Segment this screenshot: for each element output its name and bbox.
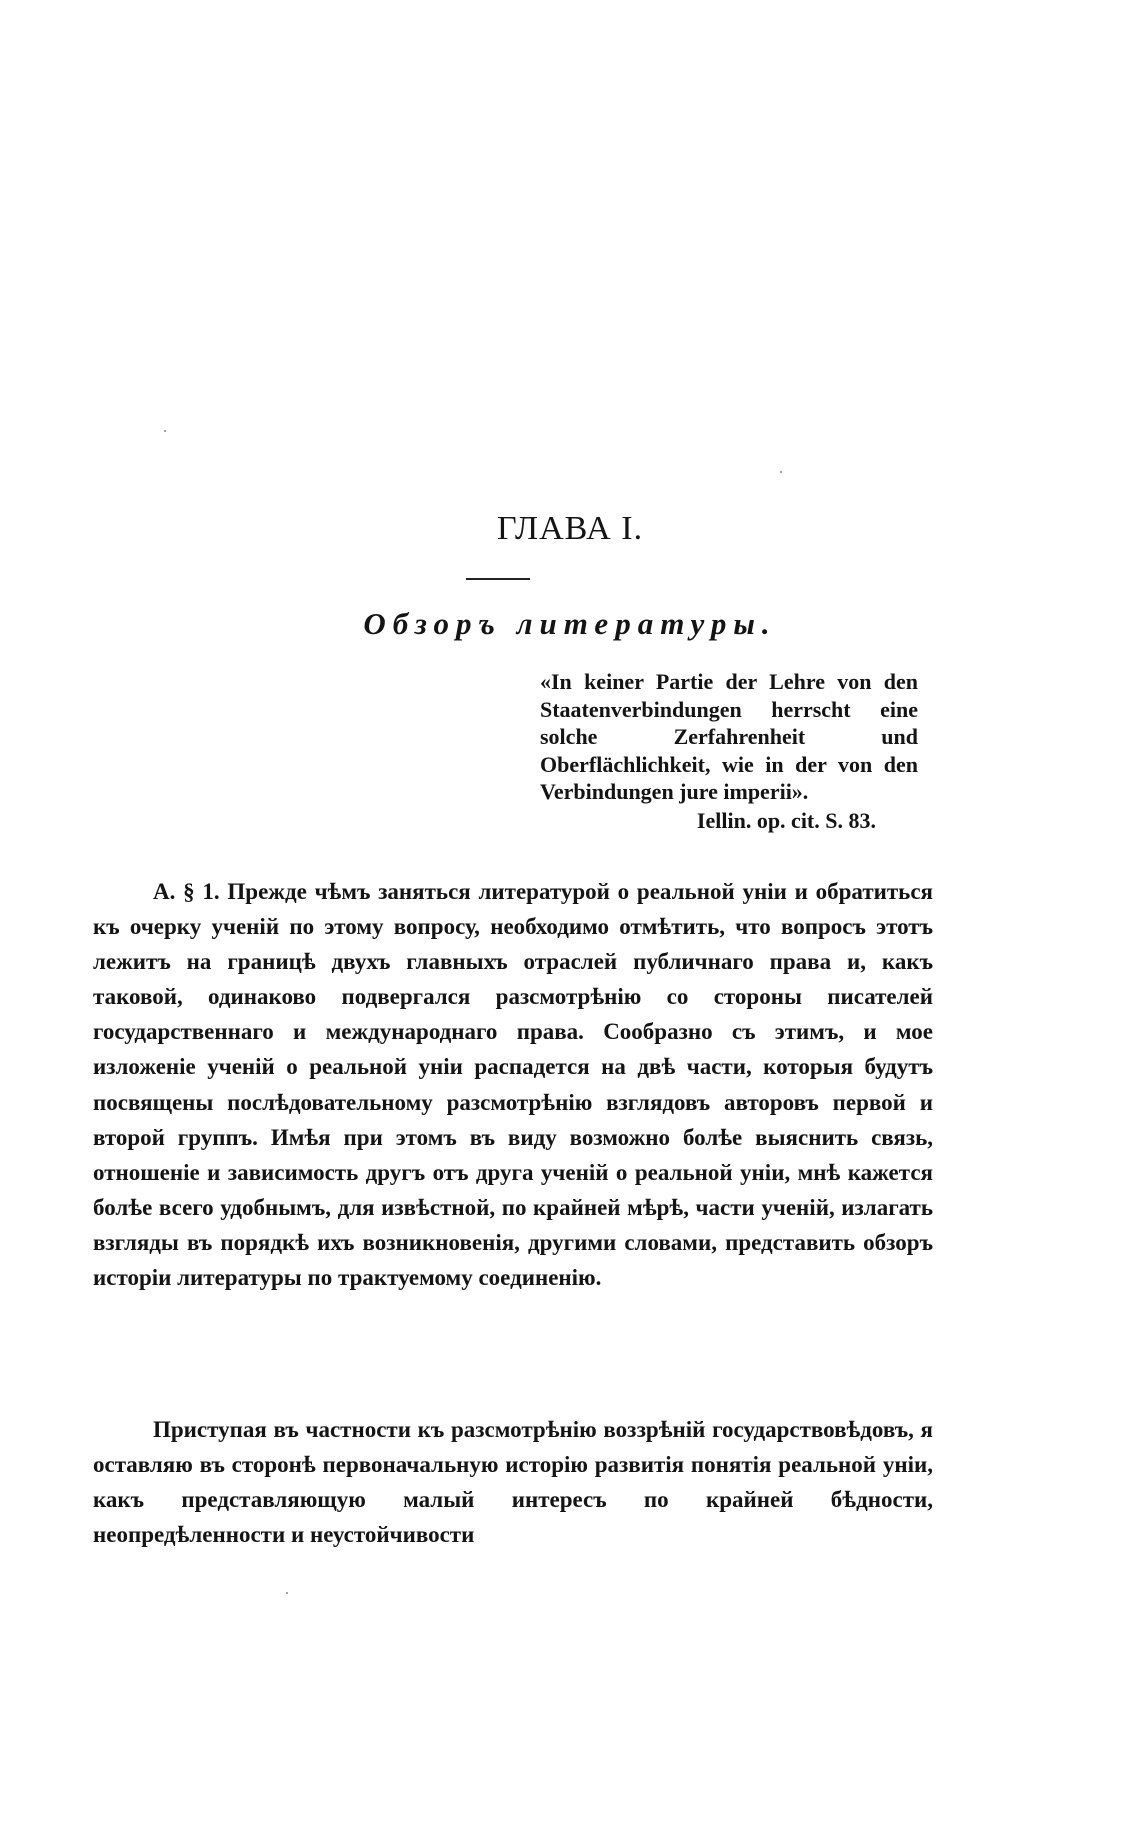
body-paragraph: Приступая въ частности къ разсмотрѣнію воззрѣній государствовѣдовъ, я оставляю въ сторонѣ первоначальную исторію развитія понятія реальной уніи, какъ представляющую малый интересъ по крайней бѣдности, неопредѣленности и неустойчивости [93,1417,933,1548]
epigraph-source: Iellin. op. cit. S. 83. [696,807,876,833]
body-paragraph: А. § 1. Прежде чѣмъ заняться литературой о реальной уніи и обратиться къ очерку ученій по этому вопросу, необходимо отмѣтить, что вопросъ этотъ лежитъ на границѣ двухъ главныхъ отраслей публичнаго права и, какъ таковой, одинаково подвергался разсмотрѣнію со стороны писателей государственнаго и международнаго права. Сообразно съ этимъ, и мое изложеніе ученій о реальной уніи распадется на двѣ части, которыя будутъ посвящены послѣдовательному разсмотрѣнію взглядовъ авторовъ первой и второй группъ. Имѣя при этомъ въ виду возможно болѣе выяснить связь, отношеніе и зависимость другъ отъ друга ученій о реальной уніи, мнѣ кажется болѣе всего удобнымъ, для извѣстной, по крайней мѣрѣ, части ученій, излагать взгляды въ порядкѣ ихъ возникновенія, другими словами, представить обзоръ исторіи литературы по трактуемому соединенію. [93,879,933,1291]
epigraph-quote: «In keiner Partie der Lehre von den Staatenverbindungen herrscht eine solche Zerfahrenheit und Oberflächlichkeit, wie in der von den Verbindungen jure imperii». [540,669,918,804]
chapter-subtitle: Обзоръ литературы. [363,606,777,641]
scan-speck [286,1592,288,1594]
title-divider [466,578,530,580]
scan-speck [164,430,166,432]
epigraph [540,668,918,834]
scan-speck [780,471,782,473]
chapter-title: ГЛАВА I. [496,510,644,547]
